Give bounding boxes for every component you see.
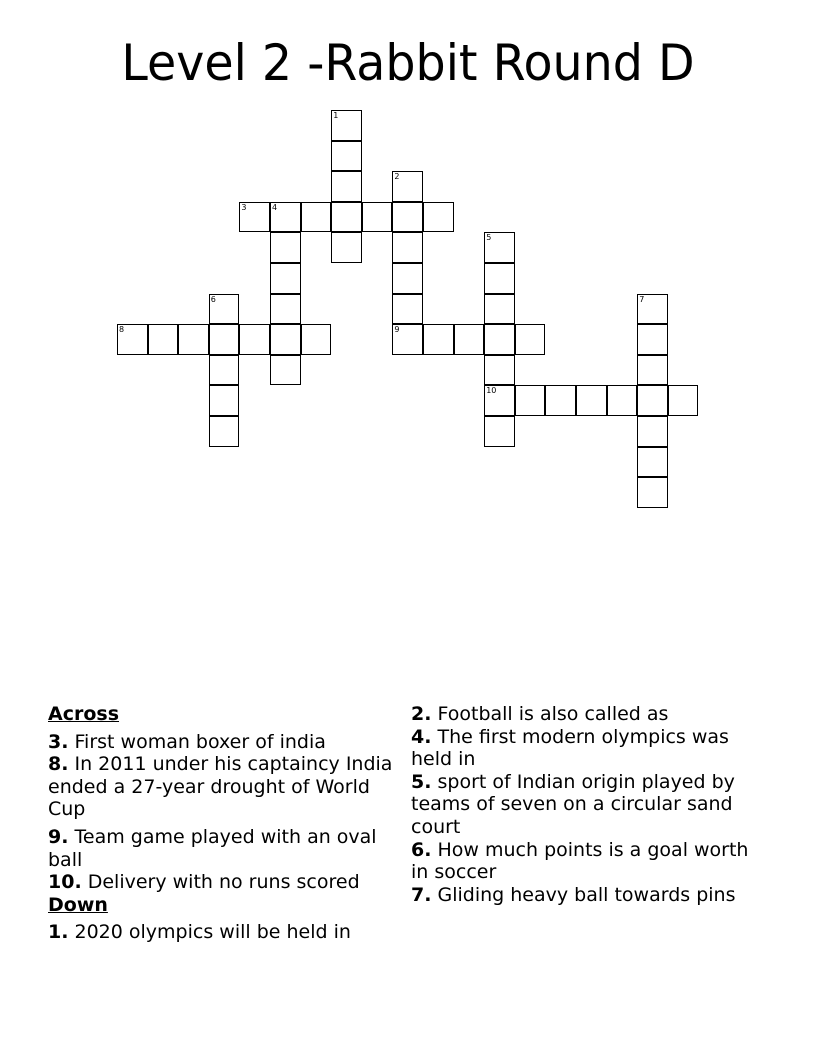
clues-right-column xyxy=(411,703,751,906)
grid-cell[interactable] xyxy=(515,324,546,355)
grid-cell[interactable] xyxy=(270,294,301,325)
clue-down-7 xyxy=(411,884,751,907)
grid-cell[interactable] xyxy=(637,355,668,386)
clue-number: 1. xyxy=(48,921,69,944)
cell-number: 3 xyxy=(241,202,247,212)
grid-cell[interactable] xyxy=(209,324,240,355)
grid-cell[interactable] xyxy=(484,385,515,416)
grid-cell[interactable] xyxy=(270,324,301,355)
clue-text: sport of Indian origin played by teams of seven on a circular sand court xyxy=(411,770,735,838)
cell-number: 8 xyxy=(119,325,125,335)
clue-text: Delivery with no runs scored xyxy=(87,871,360,894)
clue-number: 8. xyxy=(48,753,69,776)
grid-cell[interactable] xyxy=(392,232,423,263)
clue-number: 2. xyxy=(411,703,432,725)
clue-down-2 xyxy=(411,703,751,726)
page-title: Level 2 -Rabbit Round D xyxy=(121,34,695,92)
grid-cell[interactable] xyxy=(423,202,454,233)
grid-cell[interactable] xyxy=(209,294,240,325)
clue-text: Team game played with an oval ball xyxy=(48,825,377,871)
clue-down-4 xyxy=(411,726,751,771)
grid-cell[interactable] xyxy=(576,385,607,416)
grid-cell[interactable] xyxy=(209,355,240,386)
clue-number: 7. xyxy=(411,883,432,906)
grid-cell[interactable] xyxy=(331,141,362,172)
cell-number: 5 xyxy=(486,233,492,243)
grid-cell[interactable] xyxy=(362,202,393,233)
grid-cell[interactable] xyxy=(331,110,362,141)
grid-cell[interactable] xyxy=(484,263,515,294)
cell-number: 1 xyxy=(333,111,339,120)
clue-across-9 xyxy=(48,826,398,871)
across-heading: Across xyxy=(48,703,120,725)
grid-cell[interactable] xyxy=(484,294,515,325)
grid-cell[interactable] xyxy=(637,447,668,478)
grid-cell[interactable] xyxy=(392,171,423,202)
grid-cell[interactable] xyxy=(668,385,699,416)
grid-cell[interactable] xyxy=(637,294,668,325)
clues-left-column xyxy=(48,703,398,944)
grid-cell[interactable] xyxy=(392,202,423,233)
cell-number: 10 xyxy=(486,386,497,396)
grid-cell[interactable] xyxy=(331,232,362,263)
clue-number: 3. xyxy=(48,730,69,753)
clue-text: How much points is a goal worth in soccer xyxy=(411,838,749,884)
grid-cell[interactable] xyxy=(270,355,301,386)
grid-cell[interactable] xyxy=(484,232,515,263)
grid-cell[interactable] xyxy=(117,324,148,355)
grid-cell[interactable] xyxy=(301,202,332,233)
grid-cell[interactable] xyxy=(545,385,576,416)
crossword-grid xyxy=(0,0,816,520)
grid-cell[interactable] xyxy=(392,294,423,325)
grid-cell[interactable] xyxy=(270,202,301,233)
cell-number: 4 xyxy=(272,202,278,212)
grid-cell[interactable] xyxy=(454,324,485,355)
clue-text: 2020 olympics will be held in xyxy=(74,921,351,944)
grid-cell[interactable] xyxy=(637,477,668,508)
grid-cell[interactable] xyxy=(392,324,423,355)
clue-down-5 xyxy=(411,771,751,839)
grid-cell[interactable] xyxy=(637,385,668,416)
down-heading: Down xyxy=(48,893,108,916)
grid-cell[interactable] xyxy=(209,416,240,447)
clue-across-3 xyxy=(48,731,398,754)
clue-across-10 xyxy=(48,871,398,894)
grid-cell[interactable] xyxy=(270,232,301,263)
grid-cell[interactable] xyxy=(331,171,362,202)
clue-text: Gliding heavy ball towards pins xyxy=(437,883,736,906)
grid-cell[interactable] xyxy=(515,385,546,416)
clue-down-1 xyxy=(48,921,398,944)
cell-number: 7 xyxy=(639,294,645,304)
grid-cell[interactable] xyxy=(301,324,332,355)
grid-cell[interactable] xyxy=(239,202,270,233)
grid-cell[interactable] xyxy=(209,385,240,416)
clue-text: In 2011 under his captaincy India ended a 27-year drought of World Cup xyxy=(48,753,393,821)
cell-number: 2 xyxy=(394,172,400,182)
clue-text: First woman boxer of india xyxy=(74,730,326,753)
clue-number: 4. xyxy=(411,725,432,748)
grid-cell[interactable] xyxy=(392,263,423,294)
grid-cell[interactable] xyxy=(484,355,515,386)
clue-number: 6. xyxy=(411,838,432,861)
grid-cell[interactable] xyxy=(637,324,668,355)
grid-cell[interactable] xyxy=(484,324,515,355)
clue-across-8 xyxy=(48,753,398,821)
grid-cell[interactable] xyxy=(239,324,270,355)
grid-cell[interactable] xyxy=(178,324,209,355)
cell-number: 6 xyxy=(210,294,216,304)
grid-cell[interactable] xyxy=(484,416,515,447)
cell-number: 9 xyxy=(394,325,400,335)
clue-number: 9. xyxy=(48,825,69,848)
grid-cell[interactable] xyxy=(270,263,301,294)
grid-cell[interactable] xyxy=(423,324,454,355)
clue-text: The first modern olympics was held in xyxy=(411,725,729,771)
grid-cell[interactable] xyxy=(148,324,179,355)
grid-cell[interactable] xyxy=(637,416,668,447)
grid-cell[interactable] xyxy=(331,202,362,233)
clue-text: Football is also called as xyxy=(437,703,669,725)
grid-cell[interactable] xyxy=(607,385,638,416)
clue-number: 10. xyxy=(48,871,82,894)
clue-down-6 xyxy=(411,839,751,884)
clue-number: 5. xyxy=(411,770,432,793)
